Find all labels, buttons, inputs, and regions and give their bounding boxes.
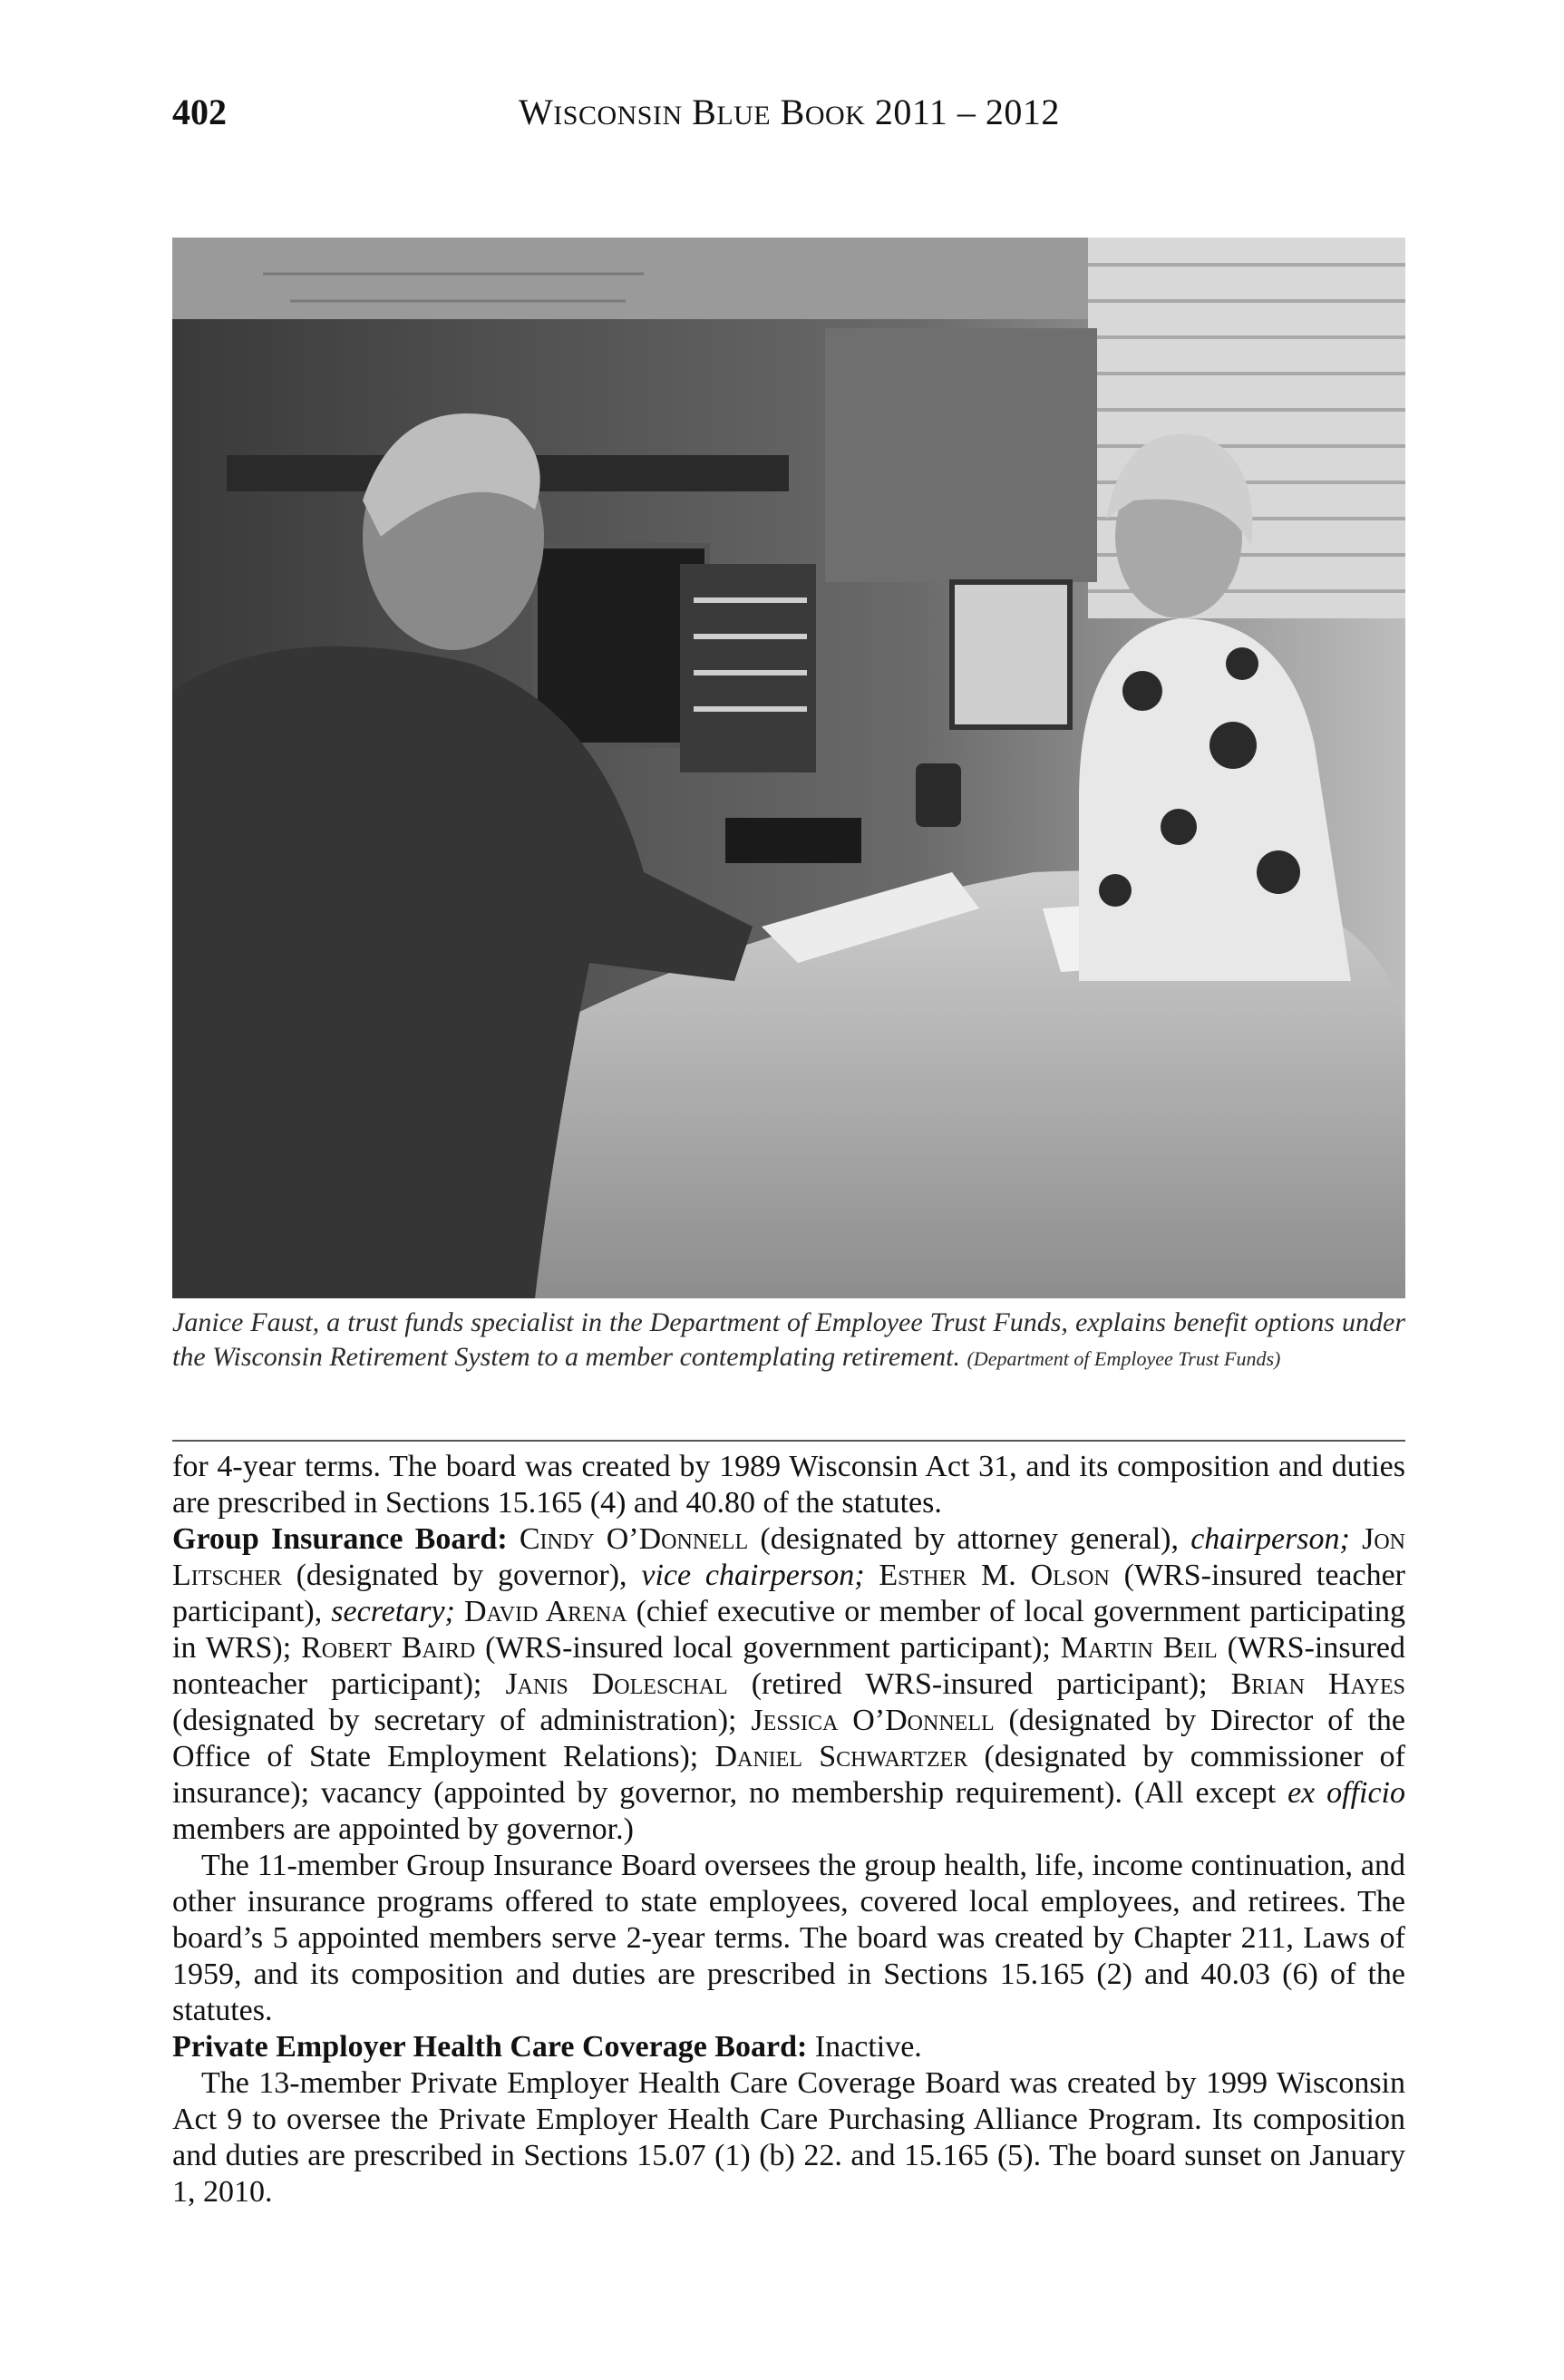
divider bbox=[172, 1440, 1405, 1442]
group-insurance-heading: Group Insurance Board: bbox=[172, 1522, 508, 1556]
page-header bbox=[172, 91, 1405, 145]
group-insurance-description: The 11-member Group Insurance Board oversees the group health, life, income continuation, and other insurance programs offered to state employees, covered local employees, and retirees. The board’s 5 appointed members serve 2-year terms. The board was created by Chapter 211, Laws of 1959, and its composition and duties are prescribed in Sections 15.165 (2) and 40.03 (6) of the statutes. bbox=[172, 1849, 1405, 2027]
photo-caption bbox=[172, 1306, 1405, 1376]
private-employer-status: Inactive. bbox=[807, 2030, 922, 2064]
private-employer-board-entry bbox=[172, 2029, 1405, 2065]
page-number: 402 bbox=[172, 92, 227, 132]
photo-illustration bbox=[172, 238, 1405, 1298]
caption-credit: (Department of Employee Trust Funds) bbox=[967, 1347, 1281, 1370]
office-photo bbox=[172, 238, 1405, 1298]
private-employer-description: The 13-member Private Employer Health Care Coverage Board was created by 1999 Wisconsin Act 9 to oversee the Private Employer Health Care Purchasing Alliance Program. Its composition and duties are prescribed in Sections 15.07 (1) (b) 22. and 15.165 (5). The board sunset on January 1, 2010. bbox=[172, 2066, 1405, 2209]
body-text bbox=[172, 1449, 1405, 2210]
caption-text: Janice Faust, a trust funds specialist in the Department of Employee Trust Funds, explains benefit options under the Wisconsin Retirement System to a member contemplating retirement. bbox=[172, 1307, 1405, 1372]
paragraph-continued: for 4-year terms. The board was created by 1989 Wisconsin Act 31, and its composition and duties are prescribed in Sections 15.165 (4) and 40.80 of the statutes. bbox=[172, 1450, 1405, 1520]
group-insurance-board-entry: Group Insurance Board: Cindy O’Donnell (designated by attorney general), chairperson; Jon Litscher (designated by governor), vice chairperson; Esther M. Olson (WRS-insured teacher participant), secretary; David Arena (chief executive or member of local government participating in WRS); Robert Baird (WRS-insured local government participant); Martin Beil (WRS-insured nonteacher participant); Janis Doleschal (retired WRS-insured participant); Brian Hayes (designated by secretary of administration); Jessica O’Donnell (designated by Director of the Office of State Employment Relations); Daniel Schwartzer (designated by commissioner of insurance); vacancy (appointed by governor, no membership requirement). (All except ex officio members are appointed by governor.) bbox=[172, 1522, 1406, 1846]
private-employer-heading: Private Employer Health Care Coverage Board: bbox=[172, 2030, 808, 2064]
running-head: WISCONSIN BLUE BOOK 2011 – 2012 bbox=[519, 92, 1060, 132]
